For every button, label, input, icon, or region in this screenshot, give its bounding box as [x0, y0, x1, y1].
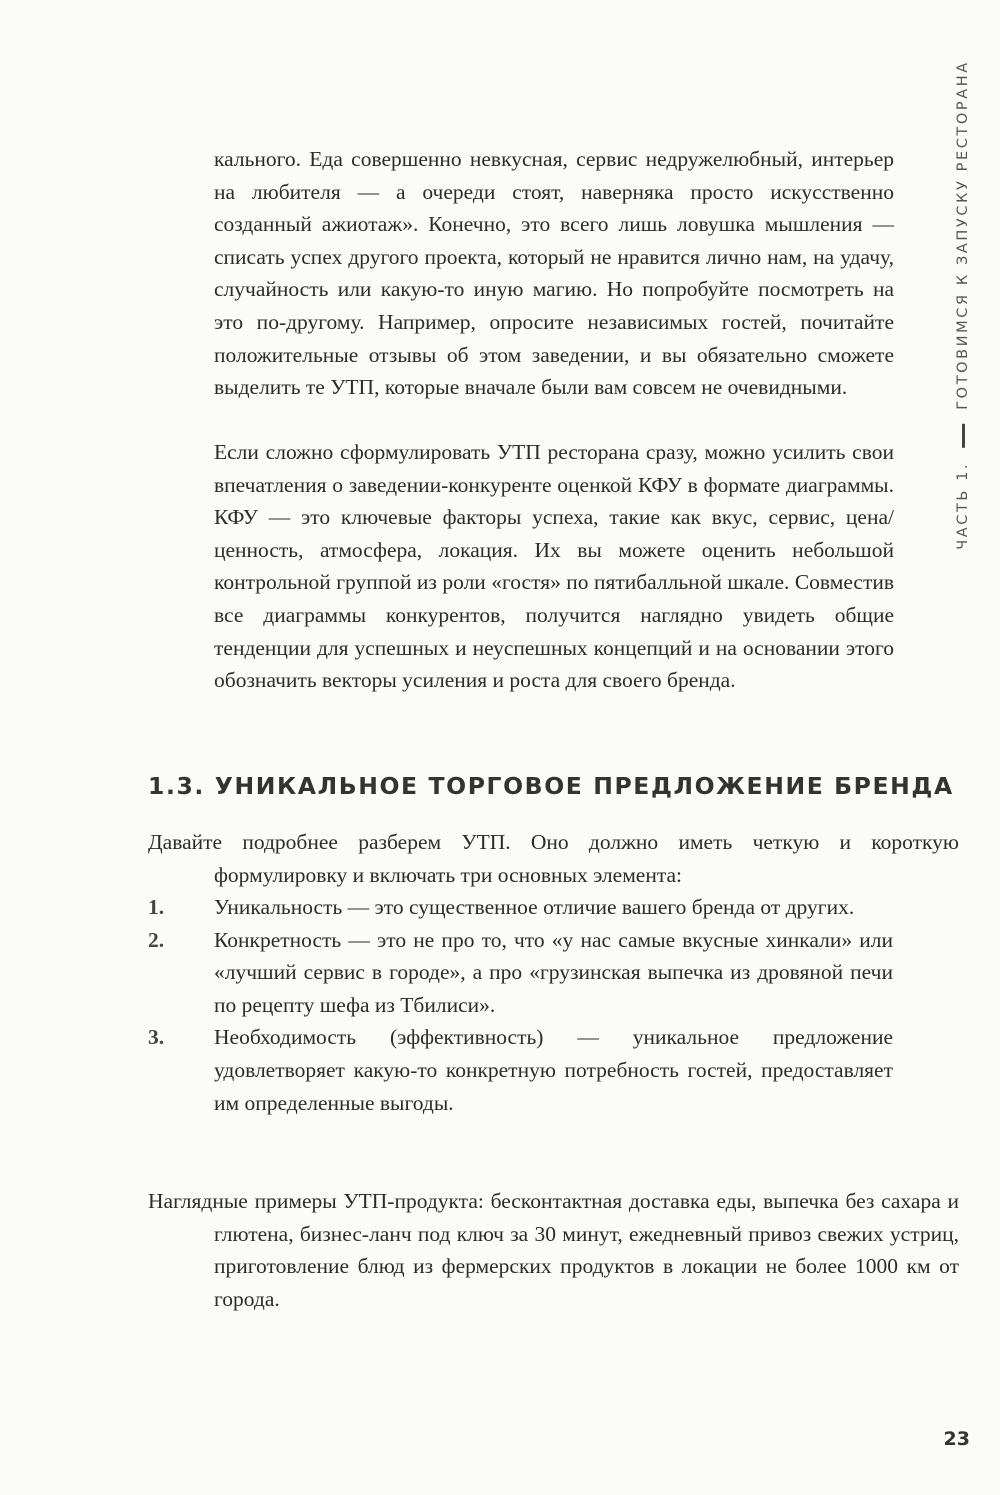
running-header-part: ЧАСТЬ 1. — [955, 461, 971, 550]
list-item — [148, 924, 893, 1022]
list-item-text: Необходимость (эффективность) — уникальное предложение удовлетворяет какую-то конкретную потребность гостей, предоставляет им определенные выгоды. — [214, 1025, 893, 1115]
list-item-text: Уникальность — это существенное отличие вашего бренда от других. — [214, 895, 855, 919]
running-header-text — [955, 60, 971, 550]
intro-paragraph: Давайте подробнее разберем УТП. Оно должно иметь четкую и короткую формулировку и включать три основных элемента: — [148, 830, 959, 887]
running-header-title: ГОТОВИМСЯ К ЗАПУСКУ РЕСТОРАНА — [955, 60, 971, 410]
list-item-number: 3. — [148, 1025, 165, 1050]
running-header — [943, 40, 983, 570]
list-item-text: Конкретность — это не про то, что «у нас самые вкусные хинкали» или «лучший сервис в городе», а про «грузинская выпечка из дровяной печи по рецепту шефа из Тбилиси». — [214, 927, 893, 1017]
page-number: 23 — [943, 1428, 970, 1450]
list-item-number: 1. — [148, 895, 165, 919]
section-heading: 1.3. УНИКАЛЬНОЕ ТОРГОВОЕ ПРЕДЛОЖЕНИЕ БРЕНДА — [148, 772, 954, 800]
elements-list — [148, 891, 893, 1119]
paragraph-continued: кального. Еда совершенно невкусная, сервис недружелюбный, интерьер на любителя — а очереди стоят, наверняка просто искусственно созданный ажиотаж». Конечно, это всего лишь ловушка мышления — списать успех другого проекта, который не нравится лично нам, на удачу, случайность или какую-то иную магию. Но попробуйте посмотреть на это по-другому. Например, опросите независимых гостей, почитайте положительные отзывы об этом заведении, и вы обязательно сможете выделить те УТП, которые вначале были вам совсем не очевидными. — [214, 147, 894, 400]
examples-paragraph: Наглядные примеры УТП-продукта: бесконтактная доставка еды, выпечка без сахара и глютена, бизнес-ланч под ключ за 30 минут, ежедневный привоз свежих устриц, приготовление блюд из фермерских продуктов в локации не более 1000 км от города. — [148, 1189, 959, 1311]
list-item — [148, 891, 893, 924]
list-item — [148, 1021, 893, 1119]
list-item-number: 2. — [148, 927, 165, 952]
paragraph-kfu: Если сложно сформулировать УТП ресторана сразу, можно усилить свои впечатления о заведении-конкуренте оценкой КФУ в формате диаграммы. КФУ — это ключевые факторы успеха, такие как вкус, сервис, цена/ценность, атмосфера, локация. Их вы можете оценить небольшой контрольной группой из роли «гостя» по пятибалльной шкале. Совместив все диаграммы конкурентов, получится наглядно увидеть общие тенденции для успешных и неуспешных концепций и на основании этого обозначить векторы усиления и роста для своего бренда. — [214, 440, 894, 693]
running-header-separator — [962, 424, 965, 448]
